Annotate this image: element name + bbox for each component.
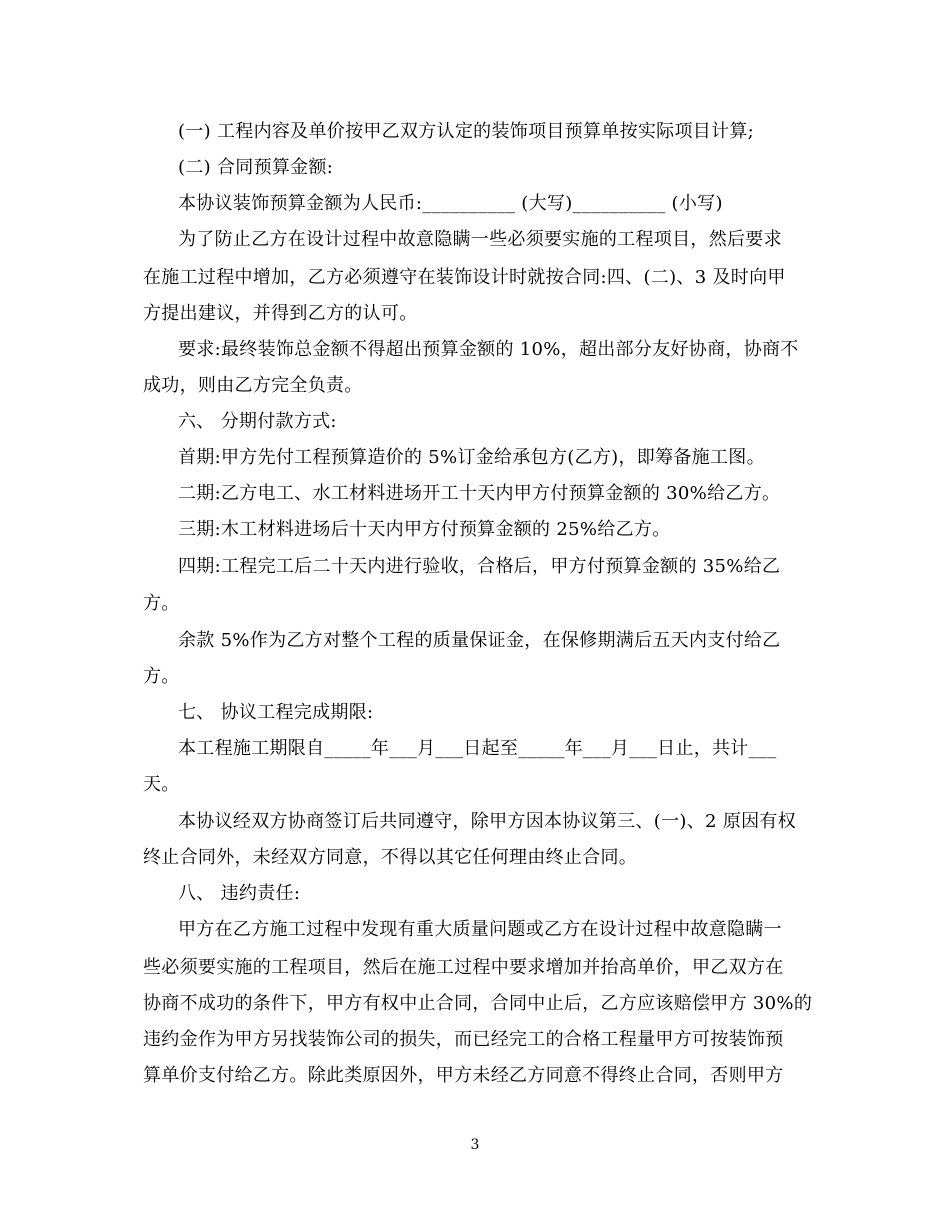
clause-item-2: (二) 合同预算金额: (178, 157, 334, 178)
section-heading: 七、 协议工程完成期限: (178, 702, 374, 723)
payment-stage-line: 四期:工程完工后二十天内进行验收，合格后，甲方付预算金额的 35%给乙 (178, 556, 781, 577)
paragraph-line: 甲方在乙方施工过程中发现有重大质量问题或乙方在设计过程中故意隐瞒一 (178, 919, 782, 940)
page-number: 3 (470, 1137, 480, 1153)
schedule-line: 本工程施工期限自_____年___月___日起至_____年___月___日止，共计___ (178, 738, 777, 759)
paragraph-line: 天。 (143, 774, 180, 795)
section-heading: 六、 分期付款方式: (178, 411, 337, 432)
paragraph-line: 在施工过程中增加，乙方必须遵守在装饰设计时就按合同:四、(二)、3 及时向甲 (143, 267, 786, 288)
paragraph-line: 终止合同外，未经双方同意，不得以其它任何理由终止合同。 (143, 847, 638, 868)
paragraph-line: 违约金作为甲方另找装饰公司的损失，而已经完工的合格工程量甲方可按装饰预 (143, 1029, 784, 1050)
paragraph-line: 方。 (143, 593, 180, 614)
payment-stage-line: 二期:乙方电工、水工材料进场开工十天内甲方付预算金额的 30%给乙方。 (178, 483, 781, 504)
paragraph-line: 余款 5%作为乙方对整个工程的质量保证金，在保修期满后五天内支付给乙 (178, 630, 781, 651)
paragraph-line: 协商不成功的条件下，甲方有权中止合同，合同中止后，乙方应该赔偿甲方 30%的 (143, 993, 813, 1014)
paragraph-line: 方提出建议，并得到乙方的认可。 (143, 303, 418, 324)
section-heading: 八、 违约责任: (178, 883, 301, 904)
paragraph-line: 本协议经双方协商签订后共同遵守，除甲方因本协议第三、(一)、2 原因有权 (178, 811, 797, 832)
payment-stage-line: 三期:木工材料进场后十天内甲方付预算金额的 25%给乙方。 (178, 519, 671, 540)
paragraph-line: 方。 (143, 666, 180, 687)
paragraph-line: 些必须要实施的工程项目，然后在施工过程中要求增加并抬高单价，甲乙双方在 (143, 957, 784, 978)
clause-item-1: (一) 工程内容及单价按甲乙双方认定的装饰项目预算单按实际项目计算; (178, 121, 755, 142)
budget-amount-line: 本协议装饰预算金额为人民币:__________ (大写)__________ (小写) (178, 193, 723, 214)
paragraph-line: 要求:最终装饰总金额不得超出预算金额的 10%，超出部分友好协商，协商不 (178, 339, 799, 360)
paragraph-line: 成功，则由乙方完全负责。 (143, 375, 363, 396)
payment-stage-line: 首期:甲方先付工程预算造价的 5%订金给承包方(乙方)，即筹备施工图。 (178, 447, 765, 468)
paragraph-line: 算单价支付给乙方。除此类原因外，甲方未经乙方同意不得终止合同，否则甲方 (143, 1065, 784, 1086)
paragraph-line: 为了防止乙方在设计过程中故意隐瞒一些必须要实施的工程项目，然后要求 (178, 229, 782, 250)
